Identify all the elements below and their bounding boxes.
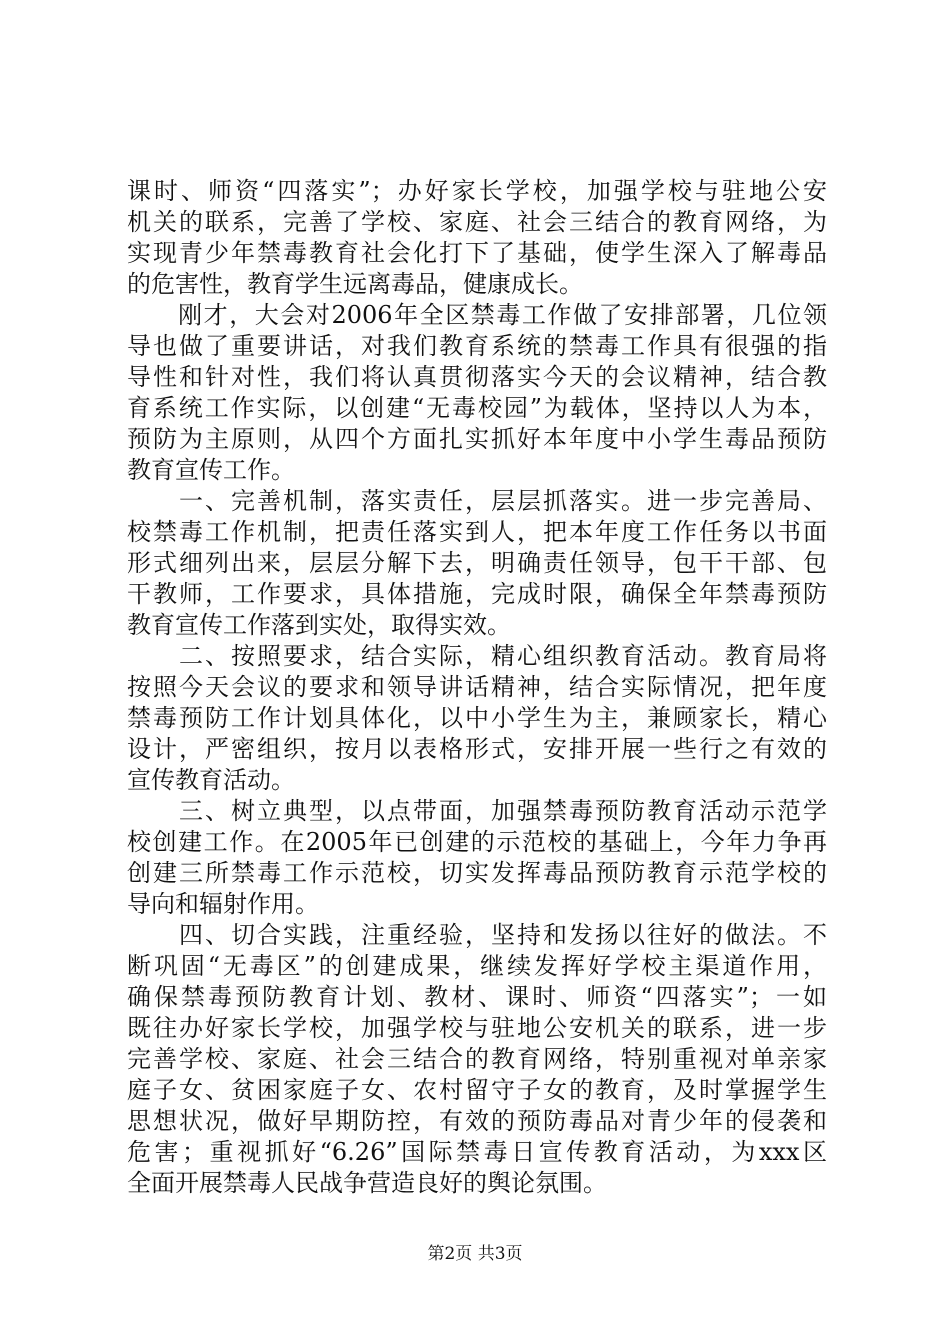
text-line: 断巩固“无毒区”的创建成果，继续发挥好学校主渠道作用， bbox=[127, 952, 827, 980]
text-line: 刚才，大会对2006年全区禁毒工作做了安排部署，几位领 bbox=[127, 301, 827, 329]
text-line: 确保禁毒预防教育计划、教材、课时、师资“四落实”；一如 bbox=[127, 983, 827, 1011]
text-line: 创建三所禁毒工作示范校，切实发挥毒品预防教育示范学校的 bbox=[127, 859, 827, 887]
text-line: 的危害性，教育学生远离毒品，健康成长。 bbox=[127, 270, 583, 298]
text-line: 导向和辐射作用。 bbox=[127, 890, 319, 918]
text-line: 设计，严密组织，按月以表格形式，安排开展一些行之有效的 bbox=[127, 735, 827, 763]
text-line: 危害；重视抓好“6.26”国际禁毒日宣传教育活动，为xxx区 bbox=[127, 1138, 827, 1166]
text-line: 一、完善机制，落实责任，层层抓落实。进一步完善局、 bbox=[127, 487, 827, 515]
page-footer: 第2页 共3页 bbox=[427, 1244, 523, 1264]
text-line: 既往办好家长学校，加强学校与驻地公安机关的联系，进一步 bbox=[127, 1014, 827, 1042]
text-line: 思想状况，做好早期防控，有效的预防毒品对青少年的侵袭和 bbox=[127, 1107, 827, 1135]
text-line: 教育宣传工作落到实处，取得实效。 bbox=[127, 611, 511, 639]
text-line: 干教师，工作要求，具体措施，完成时限，确保全年禁毒预防 bbox=[127, 580, 827, 608]
text-line: 导性和针对性，我们将认真贯彻落实今天的会议精神，结合教 bbox=[127, 363, 827, 391]
text-line: 形式细列出来，层层分解下去，明确责任领导，包干干部、包 bbox=[127, 549, 827, 577]
text-line: 导也做了重要讲话，对我们教育系统的禁毒工作具有很强的指 bbox=[127, 332, 827, 360]
text-line: 四、切合实践，注重经验，坚持和发扬以往好的做法。不 bbox=[127, 921, 827, 949]
text-line: 完善学校、家庭、社会三结合的教育网络，特别重视对单亲家 bbox=[127, 1045, 827, 1073]
text-line: 课时、师资“四落实”；办好家长学校，加强学校与驻地公安 bbox=[127, 177, 827, 205]
text-line: 教育宣传工作。 bbox=[127, 456, 295, 484]
text-line: 庭子女、贫困家庭子女、农村留守子女的教育，及时掌握学生 bbox=[127, 1076, 827, 1104]
text-line: 实现青少年禁毒教育社会化打下了基础，使学生深入了解毒品 bbox=[127, 239, 827, 267]
text-line: 二、按照要求，结合实际，精心组织教育活动。教育局将 bbox=[127, 642, 827, 670]
text-line: 按照今天会议的要求和领导讲话精神，结合实际情况，把年度 bbox=[127, 673, 827, 701]
text-line: 三、树立典型，以点带面，加强禁毒预防教育活动示范学 bbox=[127, 797, 827, 825]
text-line: 禁毒预防工作计划具体化，以中小学生为主，兼顾家长，精心 bbox=[127, 704, 827, 732]
text-line: 校创建工作。在2005年已创建的示范校的基础上，今年力争再 bbox=[127, 828, 827, 856]
text-line: 育系统工作实际，以创建“无毒校园”为载体，坚持以人为本， bbox=[127, 394, 827, 422]
text-line: 全面开展禁毒人民战争营造良好的舆论氛围。 bbox=[127, 1169, 607, 1197]
text-line: 机关的联系，完善了学校、家庭、社会三结合的教育网络，为 bbox=[127, 208, 827, 236]
text-line: 预防为主原则，从四个方面扎实抓好本年度中小学生毒品预防 bbox=[127, 425, 827, 453]
text-line: 宣传教育活动。 bbox=[127, 766, 295, 794]
text-line: 校禁毒工作机制，把责任落实到人，把本年度工作任务以书面 bbox=[127, 518, 827, 546]
